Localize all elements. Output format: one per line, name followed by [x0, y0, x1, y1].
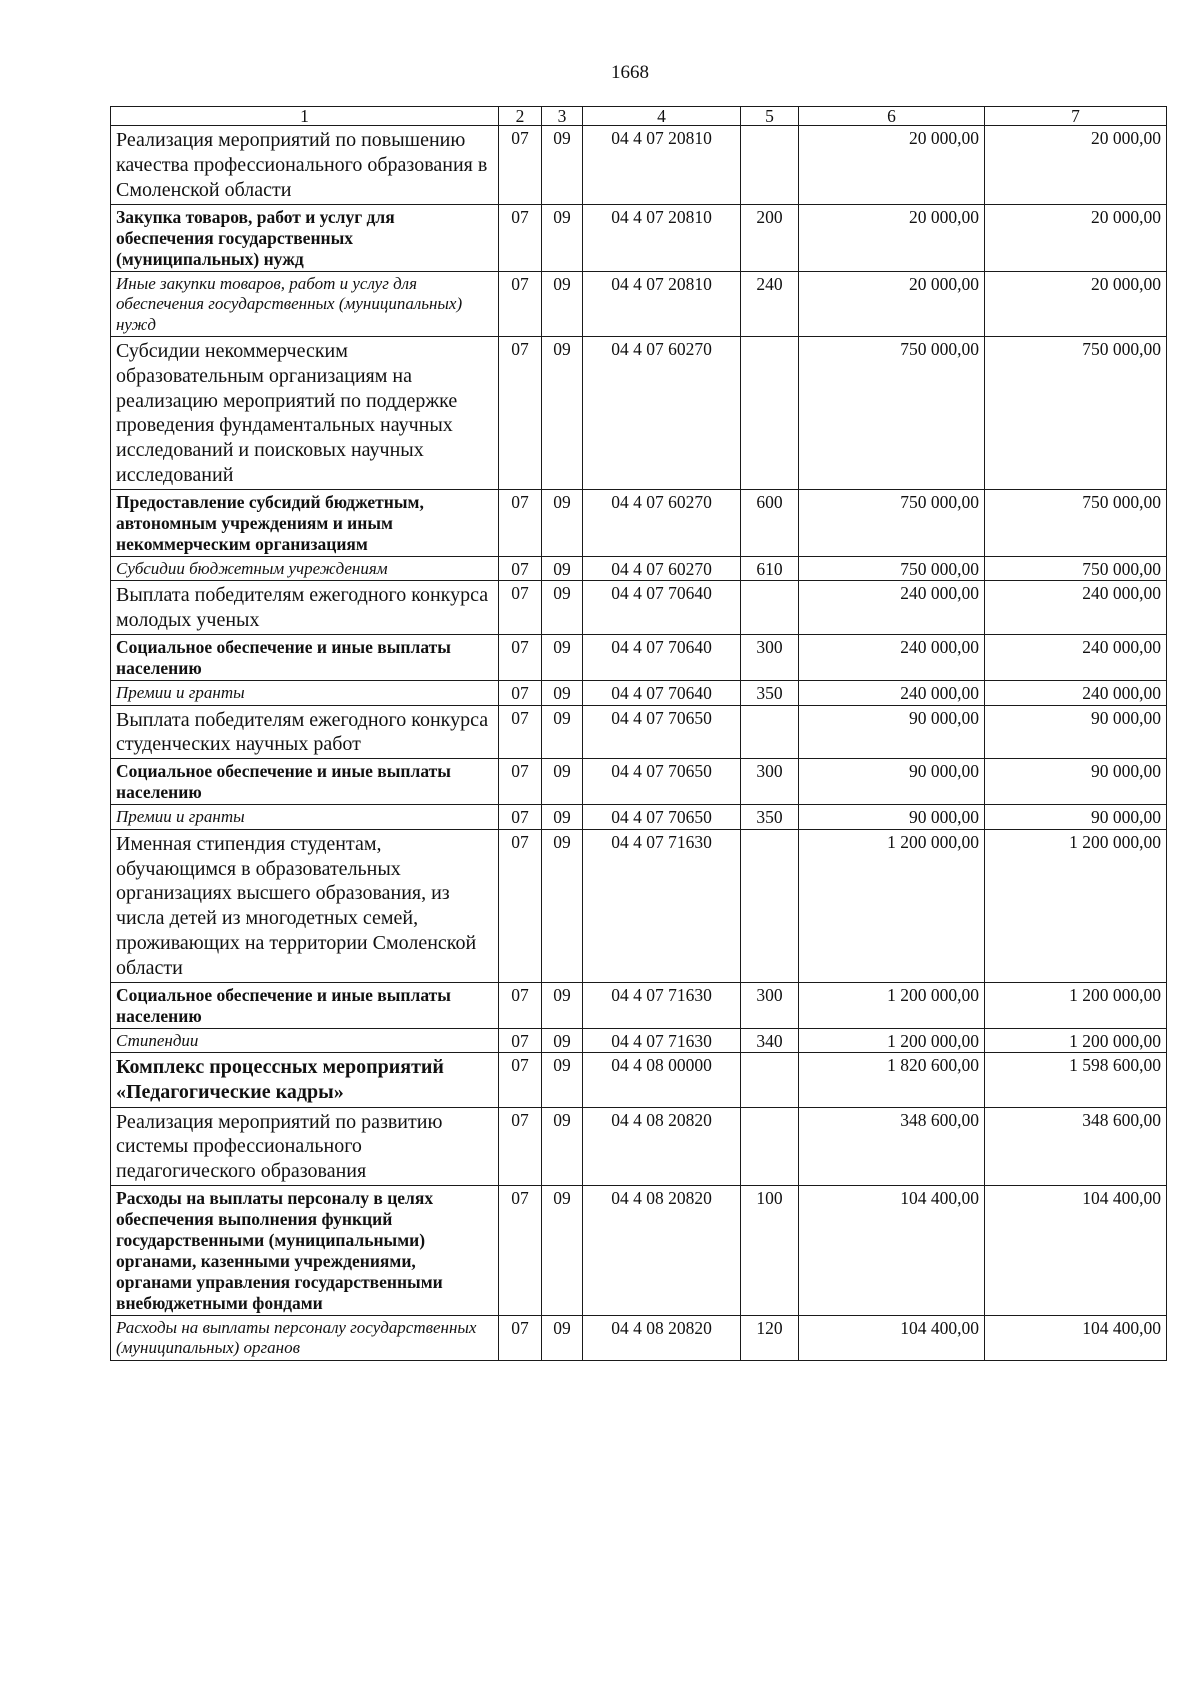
item-name: Субсидии бюджетным учреждениям [111, 556, 499, 581]
target-article-code: 04 4 07 71630 [583, 982, 741, 1028]
section-code: 07 [499, 705, 542, 759]
section-code: 07 [499, 271, 542, 336]
page-number: 1668 [611, 62, 649, 83]
target-article-code: 04 4 07 60270 [583, 336, 741, 489]
amount-col-7: 1 598 600,00 [985, 1053, 1167, 1107]
target-article-code: 04 4 07 20810 [583, 126, 741, 204]
target-article-code: 04 4 07 70640 [583, 680, 741, 705]
amount-col-6: 750 000,00 [799, 336, 985, 489]
table-row [111, 126, 1167, 204]
expense-type-code [741, 336, 799, 489]
item-name: Стипендии [111, 1028, 499, 1053]
table-row [111, 556, 1167, 581]
amount-col-7: 240 000,00 [985, 634, 1167, 680]
subsection-code: 09 [542, 204, 583, 271]
target-article-code: 04 4 08 20820 [583, 1107, 741, 1185]
amount-col-6: 240 000,00 [799, 680, 985, 705]
item-name: Социальное обеспечение и иные выплаты населению [111, 982, 499, 1028]
table-row [111, 489, 1167, 556]
section-code: 07 [499, 680, 542, 705]
item-name: Субсидии некоммерческим образовательным организациям на реализацию мероприятий по поддержке проведения фундаментальных научных исследований и поисковых научных исследований [111, 336, 499, 489]
expense-type-code: 600 [741, 489, 799, 556]
amount-col-7: 90 000,00 [985, 705, 1167, 759]
table-row [111, 581, 1167, 635]
table-row [111, 805, 1167, 830]
amount-col-7: 750 000,00 [985, 336, 1167, 489]
section-code: 07 [499, 1316, 542, 1361]
amount-col-7: 104 400,00 [985, 1186, 1167, 1316]
amount-col-7: 750 000,00 [985, 556, 1167, 581]
item-name: Премии и гранты [111, 805, 499, 830]
item-name: Закупка товаров, работ и услуг для обеспечения государственных (муниципальных) нужд [111, 204, 499, 271]
table-row [111, 1053, 1167, 1107]
column-header: 3 [542, 107, 583, 126]
amount-col-6: 20 000,00 [799, 204, 985, 271]
subsection-code: 09 [542, 1053, 583, 1107]
subsection-code: 09 [542, 556, 583, 581]
target-article-code: 04 4 07 71630 [583, 829, 741, 982]
amount-col-7: 20 000,00 [985, 271, 1167, 336]
expense-type-code: 240 [741, 271, 799, 336]
amount-col-7: 20 000,00 [985, 126, 1167, 204]
amount-col-6: 20 000,00 [799, 126, 985, 204]
target-article-code: 04 4 07 70640 [583, 581, 741, 635]
section-code: 07 [499, 982, 542, 1028]
target-article-code: 04 4 07 70640 [583, 634, 741, 680]
subsection-code: 09 [542, 336, 583, 489]
column-header: 5 [741, 107, 799, 126]
amount-col-7: 104 400,00 [985, 1316, 1167, 1361]
expense-type-code [741, 705, 799, 759]
header-row [111, 107, 1167, 126]
table-row [111, 759, 1167, 805]
target-article-code: 04 4 07 20810 [583, 271, 741, 336]
expense-type-code: 100 [741, 1186, 799, 1316]
amount-col-6: 240 000,00 [799, 634, 985, 680]
item-name: Предоставление субсидий бюджетным, автономным учреждениям и иным некоммерческим организациям [111, 489, 499, 556]
table-row [111, 829, 1167, 982]
table-row [111, 982, 1167, 1028]
column-header: 4 [583, 107, 741, 126]
item-name: Комплекс процессных мероприятий «Педагогические кадры» [111, 1053, 499, 1107]
expense-type-code: 350 [741, 805, 799, 830]
section-code: 07 [499, 1053, 542, 1107]
table-row [111, 634, 1167, 680]
section-code: 07 [499, 634, 542, 680]
amount-col-6: 750 000,00 [799, 556, 985, 581]
section-code: 07 [499, 829, 542, 982]
subsection-code: 09 [542, 126, 583, 204]
target-article-code: 04 4 07 70650 [583, 805, 741, 830]
item-name: Социальное обеспечение и иные выплаты населению [111, 634, 499, 680]
column-header: 6 [799, 107, 985, 126]
table-row [111, 680, 1167, 705]
target-article-code: 04 4 08 20820 [583, 1316, 741, 1361]
section-code: 07 [499, 489, 542, 556]
expense-type-code: 300 [741, 759, 799, 805]
section-code: 07 [499, 1107, 542, 1185]
expense-type-code [741, 581, 799, 635]
section-code: 07 [499, 126, 542, 204]
expense-type-code [741, 1053, 799, 1107]
item-name: Премии и гранты [111, 680, 499, 705]
expense-type-code: 350 [741, 680, 799, 705]
subsection-code: 09 [542, 1107, 583, 1185]
column-header: 1 [111, 107, 499, 126]
subsection-code: 09 [542, 581, 583, 635]
subsection-code: 09 [542, 489, 583, 556]
item-name: Расходы на выплаты персоналу государственных (муниципальных) органов [111, 1316, 499, 1361]
table-row [111, 1316, 1167, 1361]
amount-col-7: 1 200 000,00 [985, 829, 1167, 982]
target-article-code: 04 4 07 71630 [583, 1028, 741, 1053]
target-article-code: 04 4 08 20820 [583, 1186, 741, 1316]
amount-col-6: 1 820 600,00 [799, 1053, 985, 1107]
target-article-code: 04 4 07 60270 [583, 489, 741, 556]
target-article-code: 04 4 07 20810 [583, 204, 741, 271]
amount-col-6: 750 000,00 [799, 489, 985, 556]
target-article-code: 04 4 08 00000 [583, 1053, 741, 1107]
section-code: 07 [499, 204, 542, 271]
expense-type-code: 300 [741, 982, 799, 1028]
amount-col-6: 1 200 000,00 [799, 1028, 985, 1053]
amount-col-7: 240 000,00 [985, 581, 1167, 635]
table-row [111, 1107, 1167, 1185]
target-article-code: 04 4 07 60270 [583, 556, 741, 581]
amount-col-6: 90 000,00 [799, 759, 985, 805]
budget-table [110, 106, 1167, 1361]
amount-col-7: 90 000,00 [985, 805, 1167, 830]
item-name: Реализация мероприятий по развитию системы профессионального педагогического образования [111, 1107, 499, 1185]
table-row [111, 1028, 1167, 1053]
subsection-code: 09 [542, 634, 583, 680]
item-name: Расходы на выплаты персоналу в целях обеспечения выполнения функций государственными (муниципальными) органами, казенными учреждениями, органами управления государственными внебюджетными фондами [111, 1186, 499, 1316]
subsection-code: 09 [542, 982, 583, 1028]
target-article-code: 04 4 07 70650 [583, 759, 741, 805]
section-code: 07 [499, 556, 542, 581]
subsection-code: 09 [542, 705, 583, 759]
table-row [111, 204, 1167, 271]
target-article-code: 04 4 07 70650 [583, 705, 741, 759]
amount-col-7: 90 000,00 [985, 759, 1167, 805]
section-code: 07 [499, 336, 542, 489]
expense-type-code [741, 126, 799, 204]
subsection-code: 09 [542, 829, 583, 982]
item-name: Реализация мероприятий по повышению качества профессионального образования в Смоленской области [111, 126, 499, 204]
amount-col-7: 1 200 000,00 [985, 1028, 1167, 1053]
amount-col-7: 348 600,00 [985, 1107, 1167, 1185]
section-code: 07 [499, 1186, 542, 1316]
item-name: Иные закупки товаров, работ и услуг для обеспечения государственных (муниципальных) нужд [111, 271, 499, 336]
subsection-code: 09 [542, 680, 583, 705]
column-header: 2 [499, 107, 542, 126]
expense-type-code: 610 [741, 556, 799, 581]
amount-col-6: 104 400,00 [799, 1316, 985, 1361]
section-code: 07 [499, 581, 542, 635]
subsection-code: 09 [542, 759, 583, 805]
amount-col-6: 90 000,00 [799, 805, 985, 830]
table-row [111, 705, 1167, 759]
expense-type-code [741, 1107, 799, 1185]
subsection-code: 09 [542, 1316, 583, 1361]
section-code: 07 [499, 805, 542, 830]
item-name: Социальное обеспечение и иные выплаты населению [111, 759, 499, 805]
amount-col-6: 90 000,00 [799, 705, 985, 759]
column-header: 7 [985, 107, 1167, 126]
amount-col-6: 20 000,00 [799, 271, 985, 336]
subsection-code: 09 [542, 271, 583, 336]
subsection-code: 09 [542, 805, 583, 830]
table-row [111, 1186, 1167, 1316]
section-code: 07 [499, 759, 542, 805]
amount-col-7: 750 000,00 [985, 489, 1167, 556]
amount-col-7: 1 200 000,00 [985, 982, 1167, 1028]
expense-type-code: 200 [741, 204, 799, 271]
item-name: Выплата победителям ежегодного конкурса молодых ученых [111, 581, 499, 635]
item-name: Именная стипендия студентам, обучающимся в образовательных организациях высшего образования, из числа детей из многодетных семей, проживающих на территории Смоленской области [111, 829, 499, 982]
amount-col-6: 348 600,00 [799, 1107, 985, 1185]
amount-col-6: 1 200 000,00 [799, 829, 985, 982]
amount-col-6: 104 400,00 [799, 1186, 985, 1316]
item-name: Выплата победителям ежегодного конкурса студенческих научных работ [111, 705, 499, 759]
expense-type-code: 120 [741, 1316, 799, 1361]
subsection-code: 09 [542, 1186, 583, 1316]
amount-col-7: 240 000,00 [985, 680, 1167, 705]
expense-type-code: 340 [741, 1028, 799, 1053]
expense-type-code [741, 829, 799, 982]
amount-col-7: 20 000,00 [985, 204, 1167, 271]
amount-col-6: 240 000,00 [799, 581, 985, 635]
table-row [111, 271, 1167, 336]
subsection-code: 09 [542, 1028, 583, 1053]
section-code: 07 [499, 1028, 542, 1053]
expense-type-code: 300 [741, 634, 799, 680]
amount-col-6: 1 200 000,00 [799, 982, 985, 1028]
table-row [111, 336, 1167, 489]
